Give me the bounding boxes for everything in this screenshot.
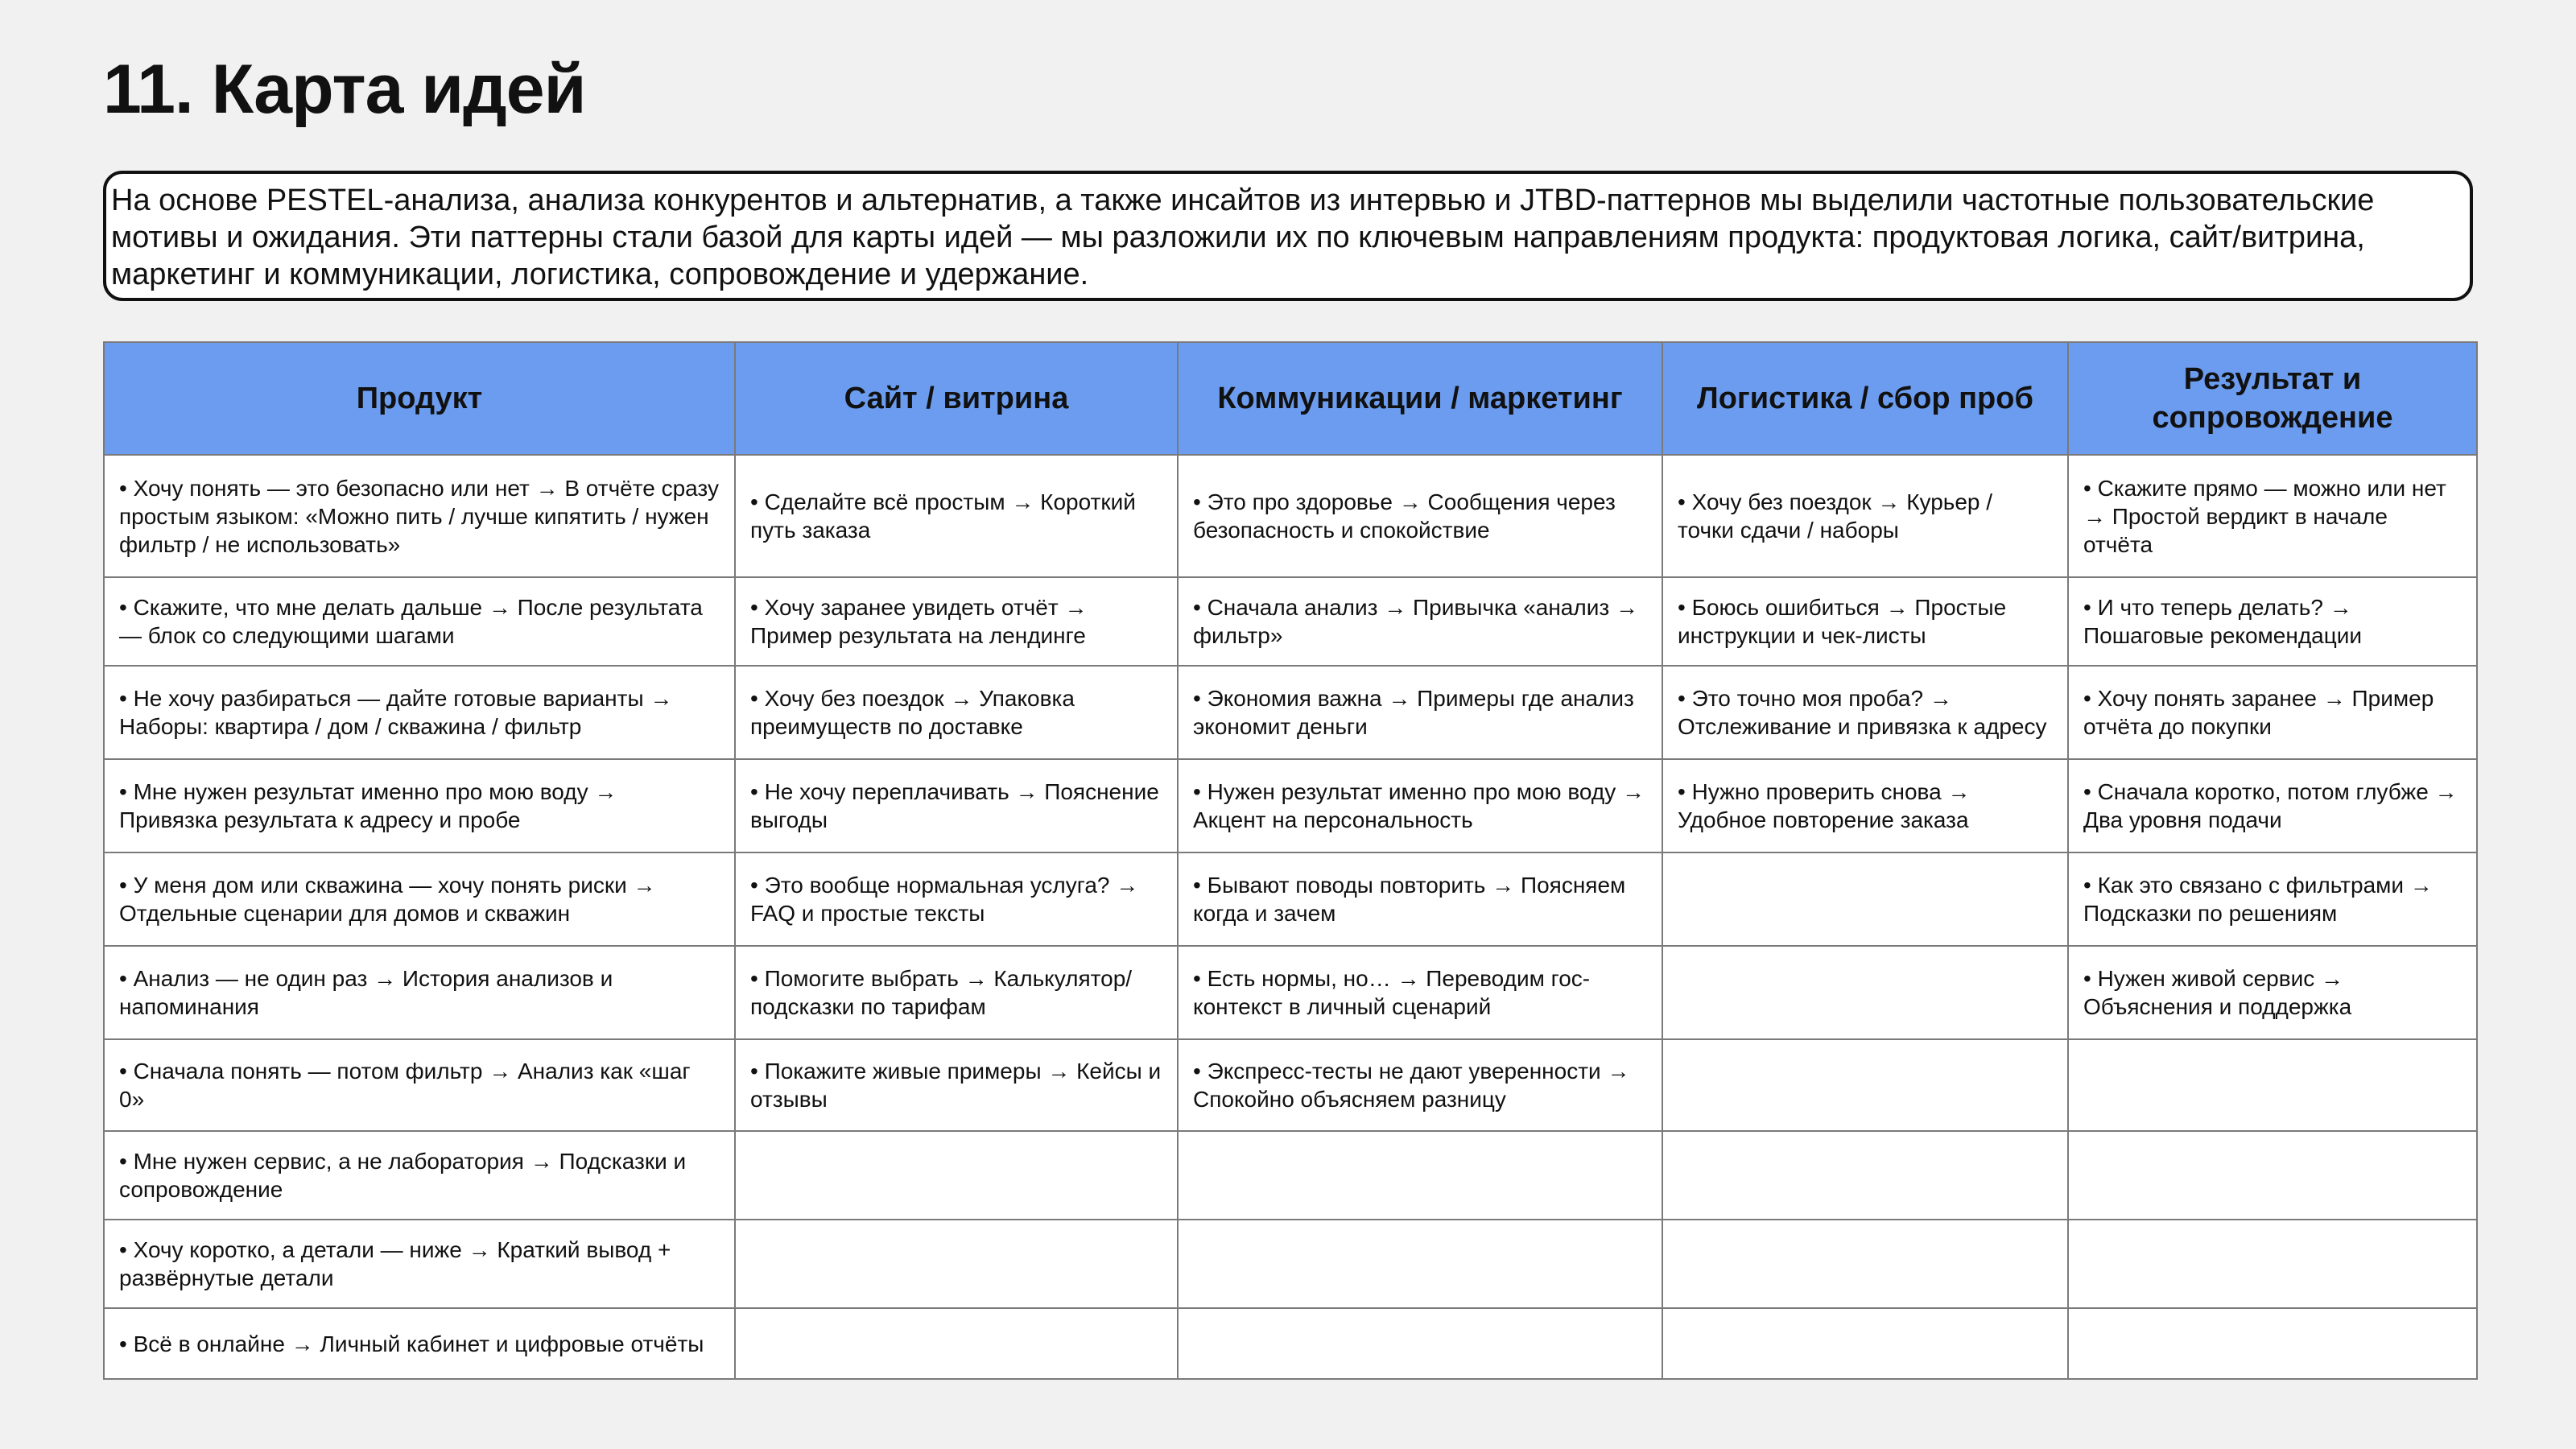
table-row: [104, 666, 2477, 759]
table-cell: • Бывают поводы повторить → Поясняем когда и зачем: [1178, 852, 1662, 946]
intro-text-box: На основе PESTEL-анализа, анализа конкурентов и альтернатив, а также инсайтов из интервью и JTBD-паттернов мы выделили частотные пользовательские мотивы и ожидания. Эти паттерны стали базой для карты идей — мы разложили их по ключевым направлениям продукта: продуктовая логика, сайт/витрина, маркетинг и коммуникации, логистика, сопровождение и удержание.: [103, 171, 2473, 301]
table-cell: • Хочу заранее увидеть отчёт → Пример результата на лендинге: [735, 577, 1178, 666]
table-cell: • Нужно проверить снова → Удобное повторение заказа: [1662, 759, 2068, 852]
table-cell: • Хочу понять заранее → Пример отчёта до покупки: [2068, 666, 2477, 759]
table-cell: • Это точно моя проба? → Отслеживание и привязка к адресу: [1662, 666, 2068, 759]
table-cell: • Сделайте всё простым → Короткий путь заказа: [735, 455, 1178, 577]
column-header-product: Продукт: [104, 342, 735, 455]
table-cell: [1178, 1131, 1662, 1220]
table-cell: [2068, 1308, 2477, 1379]
table-cell: • Это про здоровье → Сообщения через безопасность и спокойствие: [1178, 455, 1662, 577]
table-row: [104, 1131, 2477, 1220]
table-cell: • Мне нужен результат именно про мою воду → Привязка результата к адресу и пробе: [104, 759, 735, 852]
page-title: 11. Карта идей: [103, 51, 586, 128]
table-row: [104, 455, 2477, 577]
table-cell: • Хочу без поездок → Курьер / точки сдачи / наборы: [1662, 455, 2068, 577]
column-header-marketing: Коммуникации / маркетинг: [1178, 342, 1662, 455]
table-cell: • Покажите живые примеры → Кейсы и отзывы: [735, 1039, 1178, 1131]
column-header-logistics: Логистика / сбор проб: [1662, 342, 2068, 455]
table-cell: • Нужен результат именно про мою воду → Акцент на персональность: [1178, 759, 1662, 852]
table-cell: [2068, 1220, 2477, 1308]
column-header-site: Сайт / витрина: [735, 342, 1178, 455]
table-cell: • Хочу без поездок → Упаковка преимуществ по доставке: [735, 666, 1178, 759]
table-row: [104, 759, 2477, 852]
table-row: [104, 577, 2477, 666]
table-cell: • Всё в онлайне → Личный кабинет и цифровые отчёты: [104, 1308, 735, 1379]
table-cell: • Как это связано с фильтрами → Подсказки по решениям: [2068, 852, 2477, 946]
table-cell: • Боюсь ошибиться → Простые инструкции и чек-листы: [1662, 577, 2068, 666]
table-cell: • Это вообще нормальная услуга? → FAQ и простые тексты: [735, 852, 1178, 946]
table-cell: • У меня дом или скважина — хочу понять риски → Отдельные сценарии для домов и скважин: [104, 852, 735, 946]
table-row: [104, 1039, 2477, 1131]
table-cell: • Не хочу переплачивать → Пояснение выгоды: [735, 759, 1178, 852]
table-cell: • Скажите, что мне делать дальше → После результата — блок со следующими шагами: [104, 577, 735, 666]
table-row: [104, 1220, 2477, 1308]
table-cell: • И что теперь делать? → Пошаговые рекомендации: [2068, 577, 2477, 666]
table-cell: • Нужен живой сервис → Объяснения и поддержка: [2068, 946, 2477, 1039]
table-cell: [2068, 1039, 2477, 1131]
table-row: [104, 852, 2477, 946]
table-cell: [1178, 1308, 1662, 1379]
table-cell: [735, 1131, 1178, 1220]
table-header-row: [104, 342, 2477, 455]
table-cell: [1662, 1039, 2068, 1131]
table-cell: [735, 1220, 1178, 1308]
table-cell: • Хочу коротко, а детали — ниже → Краткий вывод + развёрнутые детали: [104, 1220, 735, 1308]
table-cell: [1662, 1131, 2068, 1220]
table-cell: • Мне нужен сервис, а не лаборатория → Подсказки и сопровождение: [104, 1131, 735, 1220]
table-cell: • Сначала коротко, потом глубже → Два уровня подачи: [2068, 759, 2477, 852]
table-row: [104, 946, 2477, 1039]
table-cell: • Экономия важна → Примеры где анализ экономит деньги: [1178, 666, 1662, 759]
table-cell: • Скажите прямо — можно или нет → Простой вердикт в начале отчёта: [2068, 455, 2477, 577]
table-cell: [1662, 852, 2068, 946]
table-cell: • Анализ — не один раз → История анализов и напоминания: [104, 946, 735, 1039]
table-cell: • Сначала анализ → Привычка «анализ → фильтр»: [1178, 577, 1662, 666]
column-header-result: Результат и сопровождение: [2068, 342, 2477, 455]
table-cell: [2068, 1131, 2477, 1220]
table-cell: [735, 1308, 1178, 1379]
idea-map-table: [103, 341, 2478, 1380]
table-cell: • Помогите выбрать → Калькулятор/ подсказки по тарифам: [735, 946, 1178, 1039]
table-cell: [1662, 1308, 2068, 1379]
table-cell: [1662, 946, 2068, 1039]
table-cell: • Есть нормы, но… → Переводим гос-контекст в личный сценарий: [1178, 946, 1662, 1039]
table-cell: • Экспресс-тесты не дают уверенности → Спокойно объясняем разницу: [1178, 1039, 1662, 1131]
table-cell: • Хочу понять — это безопасно или нет → В отчёте сразу простым языком: «Можно пить / лучше кипятить / нужен фильтр / не использовать»: [104, 455, 735, 577]
table-cell: [1178, 1220, 1662, 1308]
table-cell: [1662, 1220, 2068, 1308]
table-cell: • Не хочу разбираться — дайте готовые варианты → Наборы: квартира / дом / скважина / фильтр: [104, 666, 735, 759]
table-cell: • Сначала понять — потом фильтр → Анализ как «шаг 0»: [104, 1039, 735, 1131]
table-row: [104, 1308, 2477, 1379]
